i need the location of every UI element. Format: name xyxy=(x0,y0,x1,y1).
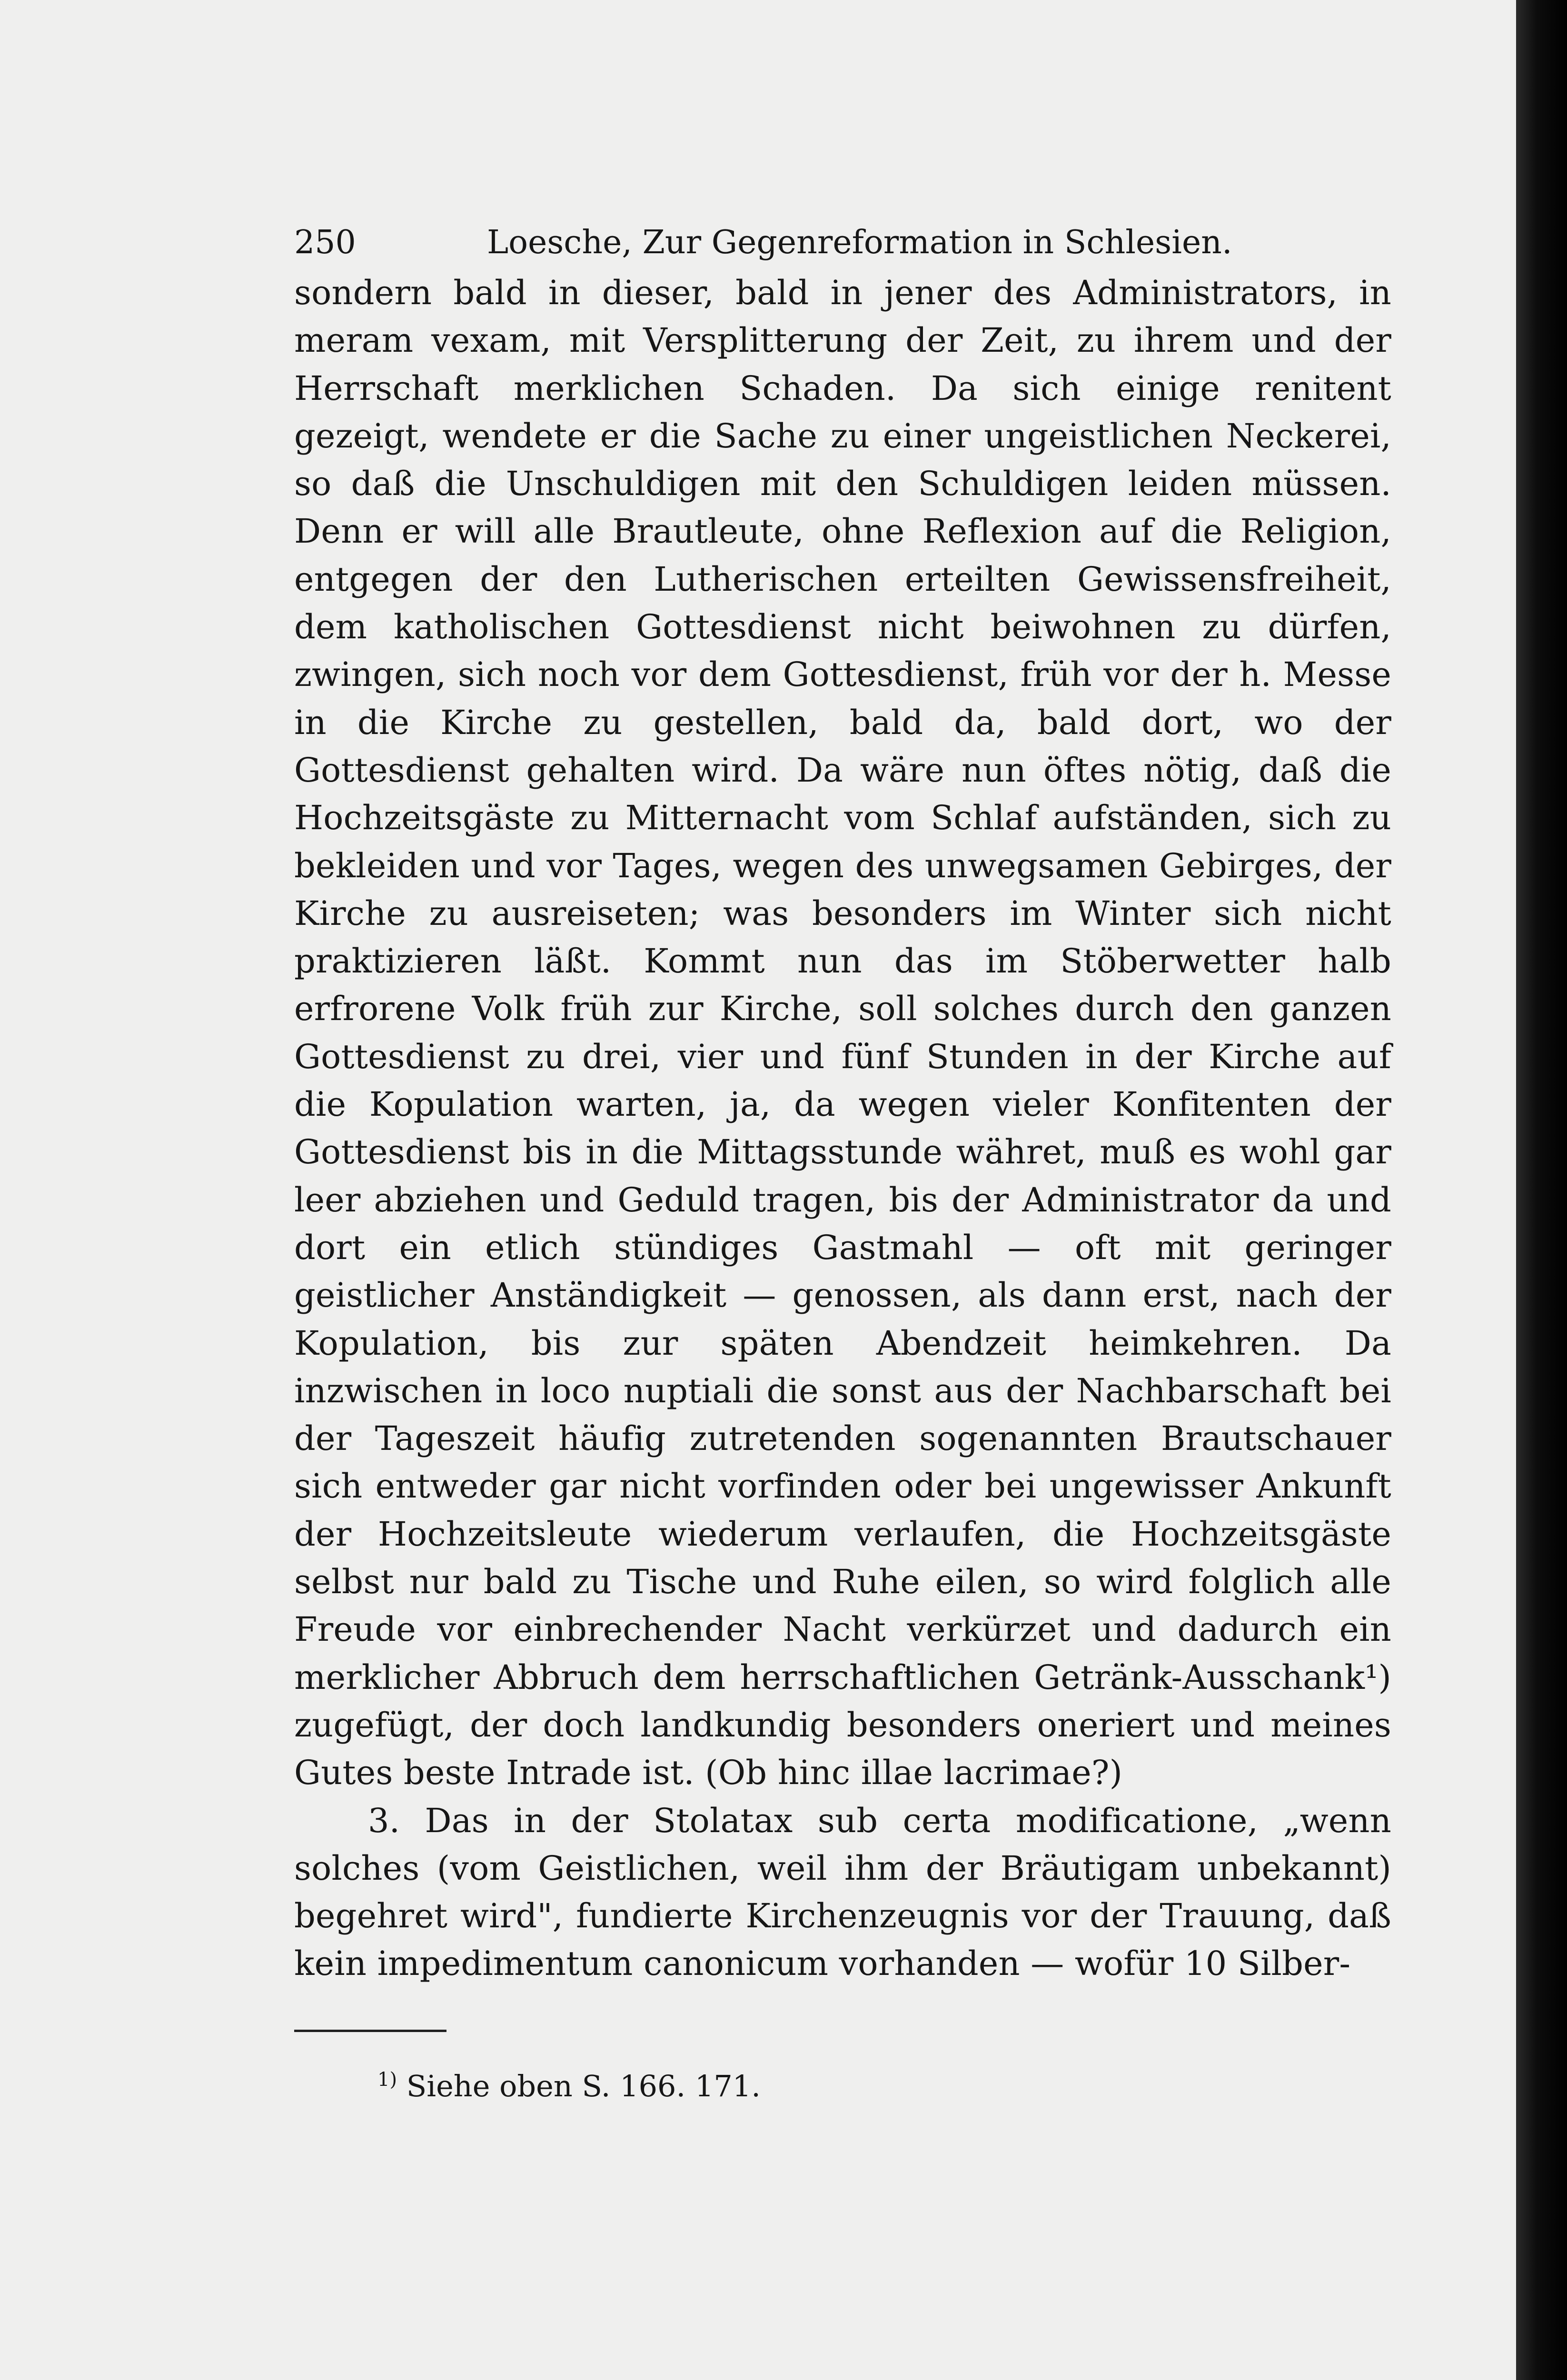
text-column xyxy=(294,217,1391,2110)
running-title: Loesche, Zur Gegenreformation in Schlesien. xyxy=(487,224,1232,261)
running-head xyxy=(294,217,1391,269)
paragraph-2: 3. Das in der Stolatax sub certa modificatione, „wenn solches (vom Geistlichen, weil ihm der Bräutigam unbekannt) begehret wird", fundierte Kirchenzeugnis vor der Trauung, daß kein impedimentum canonicum vorhanden — wofür 10 Silber- xyxy=(294,1801,1391,1983)
page-number: 250 xyxy=(294,224,356,261)
footnote-text: Siehe oben S. 166. 171. xyxy=(406,2068,761,2103)
paragraph-1: sondern bald in dieser, bald in jener des Administrators, in meram vexam, mit Versplitterung der Zeit, zu ihrem und der Herrschaft merklichen Schaden. Da sich einige renitent gezeigt, wendete er die Sache zu einer ungeistlichen Neckerei, so daß die Unschuldigen mit den Schuldigen leiden müssen. Denn er will alle Brautleute, ohne Reflexion auf die Religion, entgegen der den Lutherischen erteilten Gewissensfreiheit, dem katholischen Gottesdienst nicht beiwohnen zu dürfen, zwingen, sich noch vor dem Gottesdienst, früh vor der h. Messe in die Kirche zu gestellen, bald da, bald dort, wo der Gottesdienst gehalten wird. Da wäre nun öftes nötig, daß die Hochzeitsgäste zu Mitternacht vom Schlaf aufständen, sich zu bekleiden und vor Tages, wegen des unwegsamen Gebirges, der Kirche zu ausreiseten; was besonders im Winter sich nicht praktizieren läßt. Kommt nun das im Stöberwetter halb erfrorene Volk früh zur Kirche, soll solches durch den ganzen Gottesdienst zu drei, vier und fünf Stunden in der Kirche auf die Kopulation warten, ja, da wegen vieler Konfitenten der Gottesdienst bis in die Mittagsstunde währet, muß es wohl gar leer abziehen und Geduld tragen, bis der Administrator da und dort ein etlich stündiges Gastmahl — oft mit geringer geistlicher Anständigkeit — genossen, als dann erst, nach der Kopulation, bis zur späten Abendzeit heimkehren. Da inzwischen in loco nuptiali die sonst aus der Nachbarschaft bei der Tageszeit häufig zutretenden sogenannten Brautschauer sich entweder gar nicht vorfinden oder bei ungewisser Ankunft der Hochzeitsleute wiederum verlaufen, die Hochzeitsgäste selbst nur bald zu Tische und Ruhe eilen, so wird folglich alle Freude vor einbrechender Nacht verkürzet und dadurch ein merklicher Abbruch dem herrschaftlichen Getränk-Ausschank¹) zugefügt, der doch landkundig besonders oneriert und meines Gutes beste Intrade ist. (Ob hinc illae lacrimae?) xyxy=(294,273,1391,1793)
footnote xyxy=(294,2056,1391,2110)
footnote-rule xyxy=(294,2030,446,2032)
footnote-marker: 1) xyxy=(377,2068,397,2091)
scan-edge-shadow xyxy=(1516,0,1567,2380)
